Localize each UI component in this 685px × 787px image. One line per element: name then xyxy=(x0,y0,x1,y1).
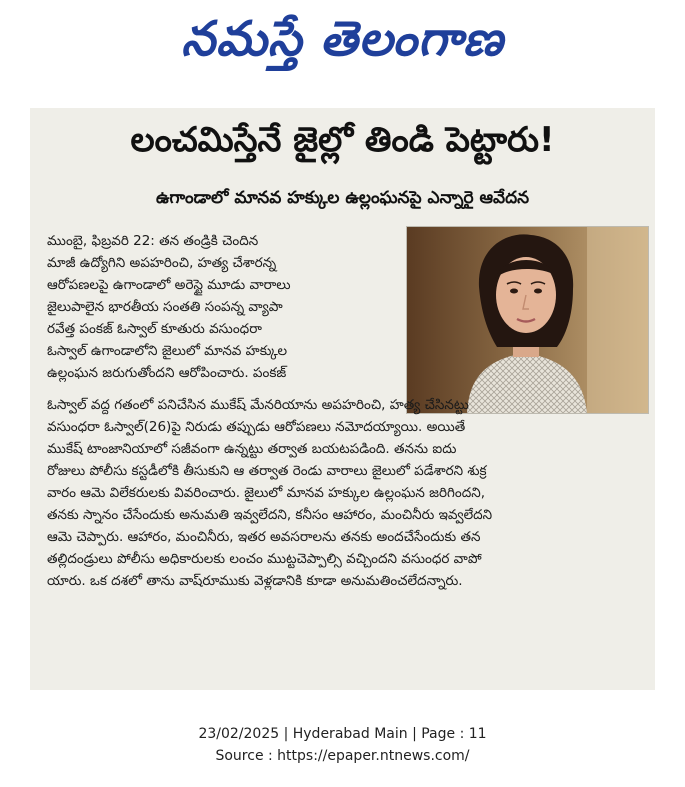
source-link[interactable]: Source : https://epaper.ntnews.com/ xyxy=(215,748,470,764)
article-line: ఉల్లంఘన జరుగుతోందని ఆరోపించారు. పంకజ్ xyxy=(47,365,287,381)
portrait-illustration xyxy=(407,227,648,413)
newspaper-masthead xyxy=(0,6,685,84)
article-line: రవేత్త పంకజ్ ఓస్వాల్ కూతురు వసుంధరా xyxy=(47,321,262,337)
edition-info: 23/02/2025 | Hyderabad Main | Page : 11 xyxy=(198,726,487,742)
article-line: వసుంధరా ఓస్వాల్(26)పై నిరుడు తప్పుడు ఆరోపణలు నమోదయ్యాయి. అయితే xyxy=(47,419,466,435)
article-headline: లంచమిస్తేనే జైల్లో తిండి పెట్టారు! xyxy=(130,120,555,160)
article-line: మాజీ ఉద్యోగిని అపహరించి, హత్య చేశారన్న xyxy=(47,255,277,271)
news-clipping xyxy=(30,108,655,690)
article-line: ఆమె చెప్పారు. ఆహారం, మంచినీరు, ఇతర అవసరాలను తనకు అందచేసేందుకు తన xyxy=(47,529,481,545)
woman-portrait-photo xyxy=(406,226,649,414)
article-line: ఆరోపణలపై ఉగాండాలో అరెస్టై మూడు వారాలు xyxy=(47,277,291,293)
article-line: రోజులు పోలీసు కస్టడీలోకి తీసుకుని ఆ తర్వాత రెండు వారాలు జైలులో పడేశారని శుక్ర xyxy=(47,463,487,479)
article-line: ఓస్వాల్ ఉగాండాలోని జైలులో మానవ హక్కుల xyxy=(47,343,288,359)
article-line: ముకేష్ టాంజానియాలో సజీవంగా ఉన్నట్టు తర్వాత బయటపడింది. తనను ఐదు xyxy=(47,441,457,457)
article-line: తల్లిదండ్రులు పోలీసు అధికారులకు లంచం ముట్టచెప్పాల్సి వచ్చిందని వసుంధర వాపో xyxy=(47,551,482,567)
masthead-title: నమస్తే తెలంగాణ xyxy=(181,11,504,67)
article-line: ఓస్వాల్ వద్ద గతంలో పనిచేసిన ముకేష్ మేనరియాను అపహరించి, హత్య చేసినట్టు xyxy=(47,397,469,413)
article-line: యారు. ఒక దశలో తాను వాష్‌రూముకు వెళ్లడానికి కూడా అనుమతించలేదన్నారు. xyxy=(47,573,463,589)
article-subheadline: ఉగాండాలో మానవ హక్కుల ఉల్లంఘనపై ఎన్నారై ఆవేదన xyxy=(155,188,530,208)
article-line: ముంబై, ఫిబ్రవరి 22: తన తండ్రికి చెందిన xyxy=(47,233,259,249)
article-line: తనకు స్నానం చేసేందుకు అనుమతి ఇవ్వలేదని, కనీసం ఆహారం, మంచినీరు ఇవ్వలేదని xyxy=(47,507,493,523)
article-line: జైలుపాలైన భారతీయ సంతతి సంపన్న వ్యాపా xyxy=(47,299,283,315)
article-line: వారం ఆమె విలేకరులకు వివరించారు. జైలులో మానవ హక్కుల ఉల్లంఘన జరిగిందని, xyxy=(47,485,486,501)
